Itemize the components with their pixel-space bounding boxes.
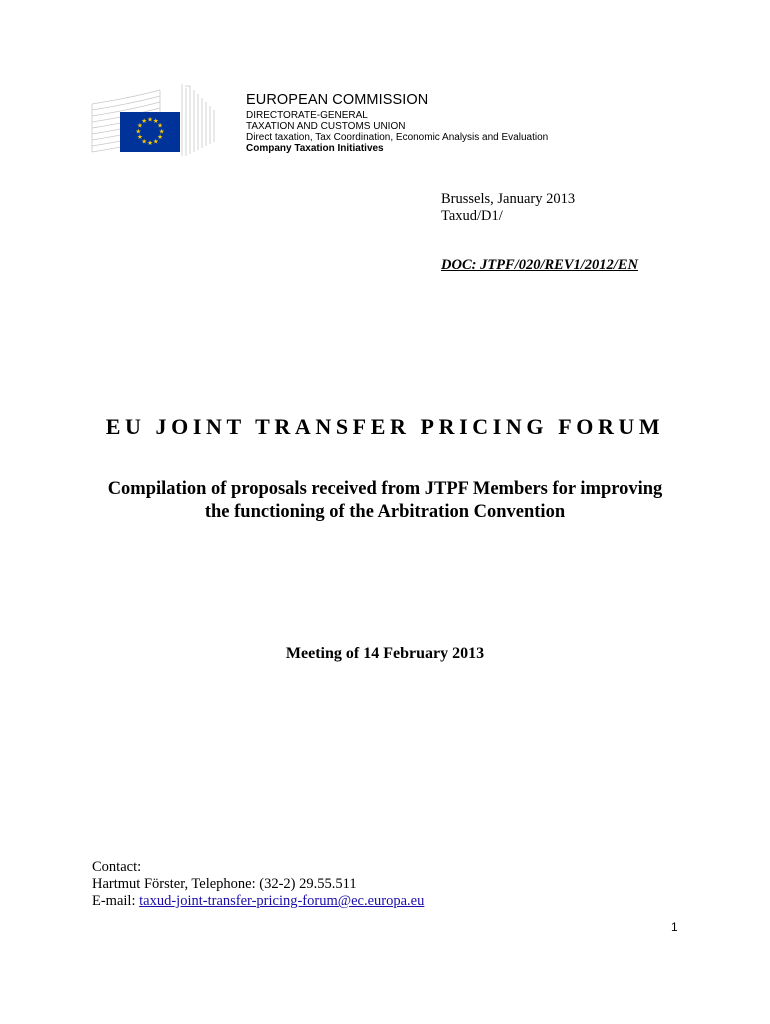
svg-text:★: ★ (157, 121, 164, 130)
svg-text:★: ★ (141, 137, 148, 146)
unit-name: Direct taxation, Tax Coordination, Economic Analysis and Evaluation (246, 132, 549, 143)
svg-text:★: ★ (158, 127, 165, 136)
european-commission-logo (90, 84, 215, 156)
svg-text:★: ★ (135, 127, 142, 136)
directorate-name: DIRECTORATE-GENERAL (246, 110, 368, 121)
contact-email-row (92, 893, 424, 910)
section-name: Company Taxation Initiatives (246, 143, 384, 154)
document-subtitle: Compilation of proposals received from JTPF Members for improving the functioning of the Arbitration Convention (107, 479, 663, 522)
svg-text:★: ★ (147, 115, 153, 124)
organization-name: EUROPEAN COMMISSION (246, 92, 429, 108)
svg-text:★: ★ (152, 137, 159, 146)
svg-text:★: ★ (157, 133, 164, 142)
contact-person: Hartmut Förster, Telephone: (32-2) 29.55.511 (92, 876, 357, 892)
contact-label: Contact: (92, 859, 142, 875)
department-name: TAXATION AND CUSTOMS UNION (246, 121, 406, 132)
page-number: 1 (671, 920, 678, 934)
city-date: Brussels, January 2013 (441, 191, 576, 207)
contact-email-link[interactable]: taxud-joint-transfer-pricing-forum@ec.europa.eu (139, 893, 425, 909)
svg-text:★: ★ (136, 121, 143, 130)
svg-text:★: ★ (141, 117, 148, 126)
document-reference: DOC: JTPF/020/REV1/2012/EN (441, 257, 638, 273)
svg-text:★: ★ (147, 139, 153, 147)
document-title: EU JOINT TRANSFER PRICING FORUM (105, 414, 665, 439)
svg-text:★: ★ (152, 117, 159, 126)
reference-code: Taxud/D1/ (441, 208, 503, 224)
email-label: E-mail: (92, 893, 140, 909)
svg-text:★: ★ (136, 133, 143, 142)
meeting-date: Meeting of 14 February 2013 (285, 645, 485, 662)
